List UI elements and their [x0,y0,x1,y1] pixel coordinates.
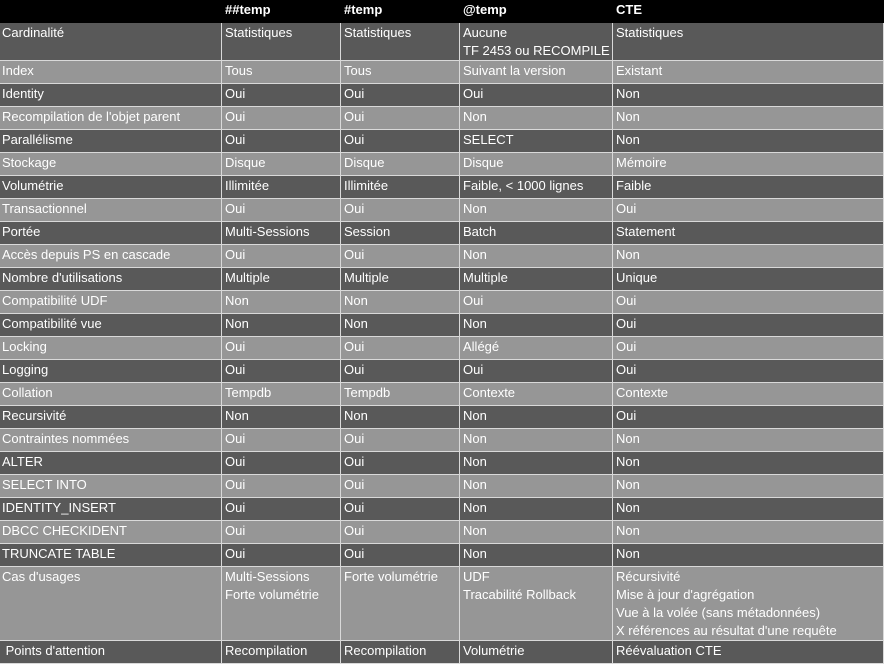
cell-table-variable: Non [460,429,613,452]
row-label: Portée [0,222,222,245]
header-table-variable: @temp [460,0,613,23]
cell-local-temp-table: Oui [341,475,460,498]
cell-global-temp-table: Oui [222,199,341,222]
row-label: Accès depuis PS en cascade [0,245,222,268]
cell-table-variable: Suivant la version [460,61,613,84]
cell-cte: Non [613,475,884,498]
cell-cte: Oui [613,199,884,222]
cell-cte: Mémoire [613,153,884,176]
cell-global-temp-table: Tempdb [222,383,341,406]
cell-local-temp-table: Non [341,291,460,314]
cell-global-temp-table: Oui [222,498,341,521]
table-row [0,337,884,360]
cell-local-temp-table: Oui [341,498,460,521]
cell-table-variable: Non [460,544,613,567]
row-label: IDENTITY_INSERT [0,498,222,521]
cell-global-temp-table: Oui [222,452,341,475]
cell-table-variable: UDF Tracabilité Rollback [460,567,613,641]
row-label: Compatibilité vue [0,314,222,337]
cell-local-temp-table: Oui [341,452,460,475]
table-body [0,23,884,664]
table-row [0,544,884,567]
cell-global-temp-table: Non [222,406,341,429]
cell-cte: Oui [613,314,884,337]
row-label: Index [0,61,222,84]
cell-table-variable: SELECT [460,130,613,153]
row-label: Compatibilité UDF [0,291,222,314]
row-label: Locking [0,337,222,360]
cell-global-temp-table: Oui [222,84,341,107]
cell-global-temp-table: Multi-Sessions [222,222,341,245]
cell-global-temp-table: Oui [222,245,341,268]
cell-local-temp-table: Multiple [341,268,460,291]
cell-table-variable: Allégé [460,337,613,360]
cell-cte: Existant [613,61,884,84]
header-row [0,0,884,23]
table-row [0,314,884,337]
cell-local-temp-table: Oui [341,521,460,544]
cell-cte: Contexte [613,383,884,406]
cell-table-variable: Non [460,475,613,498]
table-row [0,360,884,383]
cell-local-temp-table: Oui [341,544,460,567]
table-row [0,641,884,664]
row-label: ALTER [0,452,222,475]
table-row [0,107,884,130]
cell-table-variable: Multiple [460,268,613,291]
cell-cte: Non [613,84,884,107]
cell-global-temp-table: Oui [222,429,341,452]
cell-local-temp-table: Non [341,314,460,337]
row-label: Logging [0,360,222,383]
table-row [0,452,884,475]
table-row [0,153,884,176]
cell-global-temp-table: Oui [222,475,341,498]
cell-table-variable: Oui [460,84,613,107]
cell-cte: Non [613,544,884,567]
header-global-temp-table: ##temp [222,0,341,23]
cell-cte: Récursivité Mise à jour d'agrégation Vue à la volée (sans métadonnées) X références au résultat d'une requête [613,567,884,641]
table-row [0,176,884,199]
cell-cte: Réévaluation CTE [613,641,884,664]
table-row [0,567,884,641]
cell-table-variable: Batch [460,222,613,245]
cell-cte: Non [613,498,884,521]
cell-cte: Statistiques [613,23,884,61]
row-label: TRUNCATE TABLE [0,544,222,567]
cell-local-temp-table: Session [341,222,460,245]
cell-local-temp-table: Statistiques [341,23,460,61]
row-label: Identity [0,84,222,107]
cell-global-temp-table: Non [222,291,341,314]
cell-global-temp-table: Multi-Sessions Forte volumétrie [222,567,341,641]
cell-global-temp-table: Tous [222,61,341,84]
row-label: Stockage [0,153,222,176]
cell-global-temp-table: Multiple [222,268,341,291]
cell-table-variable: Volumétrie [460,641,613,664]
cell-cte: Oui [613,360,884,383]
cell-table-variable: Oui [460,360,613,383]
cell-table-variable: Non [460,406,613,429]
cell-global-temp-table: Oui [222,107,341,130]
table-row [0,199,884,222]
cell-global-temp-table: Disque [222,153,341,176]
table-row [0,406,884,429]
header-cte: CTE [613,0,884,23]
cell-global-temp-table: Oui [222,337,341,360]
cell-cte: Oui [613,291,884,314]
cell-cte: Statement [613,222,884,245]
cell-local-temp-table: Recompilation [341,641,460,664]
cell-table-variable: Non [460,107,613,130]
cell-cte: Unique [613,268,884,291]
cell-global-temp-table: Oui [222,130,341,153]
cell-cte: Non [613,245,884,268]
row-label: Nombre d'utilisations [0,268,222,291]
cell-table-variable: Non [460,498,613,521]
cell-global-temp-table: Statistiques [222,23,341,61]
cell-local-temp-table: Oui [341,199,460,222]
table-row [0,245,884,268]
cell-local-temp-table: Disque [341,153,460,176]
row-label: Cas d'usages [0,567,222,641]
cell-table-variable: Non [460,521,613,544]
row-label: SELECT INTO [0,475,222,498]
table-row [0,130,884,153]
cell-table-variable: Contexte [460,383,613,406]
row-label: Collation [0,383,222,406]
table-row [0,222,884,245]
table-row [0,61,884,84]
row-label: Contraintes nommées [0,429,222,452]
row-label: Points d'attention [0,641,222,664]
header-local-temp-table: #temp [341,0,460,23]
cell-global-temp-table: Oui [222,544,341,567]
cell-local-temp-table: Oui [341,107,460,130]
row-label: Cardinalité [0,23,222,61]
cell-table-variable: Non [460,314,613,337]
table-row [0,475,884,498]
cell-local-temp-table: Oui [341,130,460,153]
cell-local-temp-table: Oui [341,245,460,268]
table-row [0,23,884,61]
cell-table-variable: Disque [460,153,613,176]
cell-cte: Non [613,429,884,452]
cell-table-variable: Oui [460,291,613,314]
cell-cte: Oui [613,406,884,429]
row-label: Volumétrie [0,176,222,199]
cell-local-temp-table: Oui [341,360,460,383]
cell-local-temp-table: Illimitée [341,176,460,199]
row-label: Transactionnel [0,199,222,222]
cell-cte: Non [613,107,884,130]
cell-local-temp-table: Oui [341,337,460,360]
row-label: Recursivité [0,406,222,429]
table-row [0,521,884,544]
cell-local-temp-table: Oui [341,84,460,107]
table-row [0,383,884,406]
cell-table-variable: Non [460,199,613,222]
row-label: Recompilation de l'objet parent [0,107,222,130]
header-corner-cell [0,0,222,23]
cell-local-temp-table: Tous [341,61,460,84]
table-row [0,84,884,107]
row-label: Parallélisme [0,130,222,153]
cell-cte: Non [613,452,884,475]
cell-local-temp-table: Tempdb [341,383,460,406]
cell-local-temp-table: Non [341,406,460,429]
cell-table-variable: Faible, < 1000 lignes [460,176,613,199]
table-row [0,429,884,452]
row-label: DBCC CHECKIDENT [0,521,222,544]
cell-table-variable: Non [460,452,613,475]
cell-global-temp-table: Non [222,314,341,337]
cell-local-temp-table: Forte volumétrie [341,567,460,641]
cell-global-temp-table: Oui [222,360,341,383]
cell-cte: Oui [613,337,884,360]
cell-cte: Non [613,130,884,153]
table-row [0,268,884,291]
cell-table-variable: Aucune TF 2453 ou RECOMPILE [460,23,613,61]
table-row [0,291,884,314]
cell-global-temp-table: Recompilation [222,641,341,664]
cell-global-temp-table: Oui [222,521,341,544]
cell-local-temp-table: Oui [341,429,460,452]
cell-cte: Non [613,521,884,544]
cell-global-temp-table: Illimitée [222,176,341,199]
cell-cte: Faible [613,176,884,199]
table-row [0,498,884,521]
cell-table-variable: Non [460,245,613,268]
